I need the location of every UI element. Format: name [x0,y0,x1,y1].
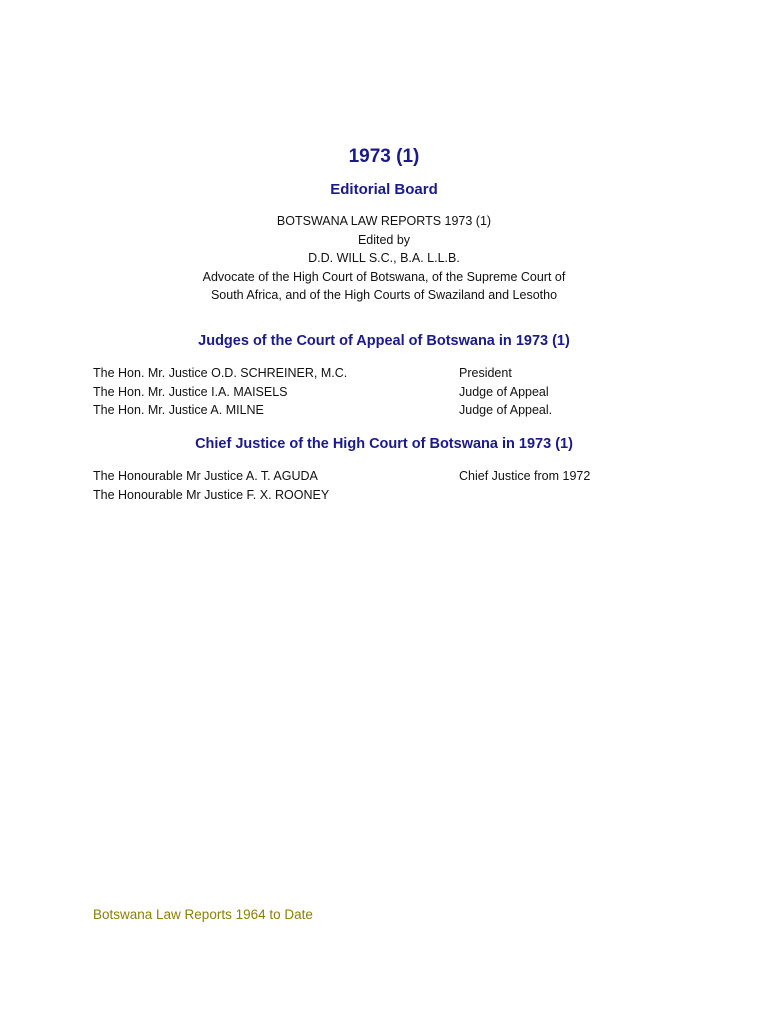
judges-list [93,364,693,420]
judge-row [93,401,693,420]
judge-row [93,364,693,383]
chief-justice-row [93,486,693,505]
chief-justice-role: Chief Justice from 1972 [459,469,591,483]
page-title: 1973 (1) [348,146,420,167]
editorial-board-heading: Editorial Board [330,181,438,198]
chief-justice-name: The Honourable Mr Justice A. T. AGUDA [93,469,318,483]
chief-justice-list [93,467,693,504]
editorial-block [0,212,768,305]
judge-name: The Hon. Mr. Justice A. MILNE [93,403,264,417]
judge-name: The Hon. Mr. Justice I.A. MAISELS [93,384,288,399]
judge-role: President [459,366,512,380]
chief-justice-role [459,486,693,505]
editorial-line: South Africa, and of the High Courts of Swaziland and Lesotho [210,288,558,302]
editorial-line: Advocate of the High Court of Botswana, of the Supreme Court of [202,269,566,284]
judge-role: Judge of Appeal. [459,403,553,417]
editorial-line: D.D. WILL S.C., B.A. L.L.B. [308,251,460,265]
judge-role: Judge of Appeal [459,384,549,399]
editorial-line: Edited by [357,232,411,247]
chief-justice-name: The Honourable Mr Justice F. X. ROONEY [93,487,330,502]
judge-row [93,383,693,402]
chief-justice-heading: Chief Justice of the High Court of Botswana in 1973 (1) [195,436,573,452]
judge-name: The Hon. Mr. Justice O.D. SCHREINER, M.C. [93,366,348,380]
editorial-line: BOTSWANA LAW REPORTS 1973 (1) [276,214,492,228]
judges-heading: Judges of the Court of Appeal of Botswana in 1973 (1) [198,333,570,349]
botswana-law-reports-link[interactable]: Botswana Law Reports 1964 to Date [93,907,313,922]
chief-justice-row [93,467,693,486]
